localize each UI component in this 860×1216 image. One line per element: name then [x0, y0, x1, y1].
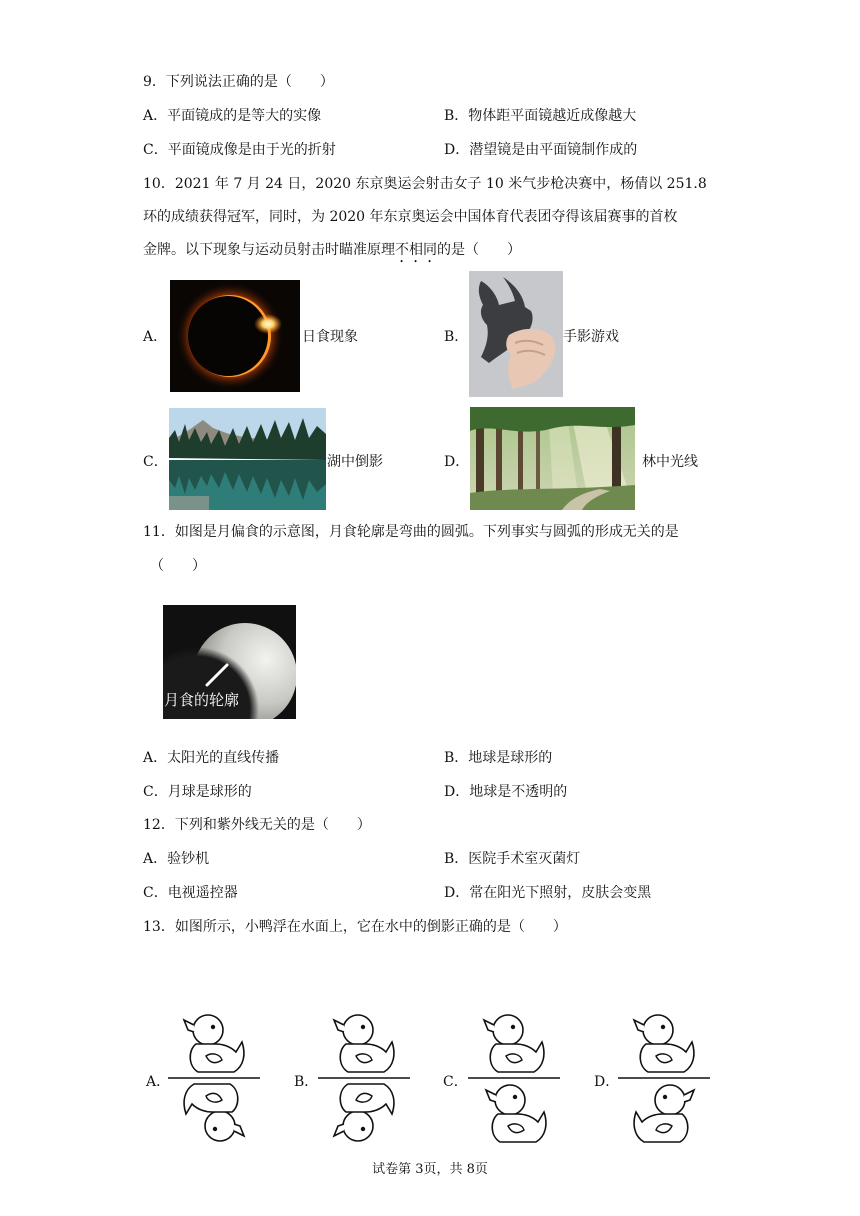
lunar-eclipse-image: [163, 605, 296, 719]
q11-option-c[interactable]: C．月球是球形的: [143, 784, 252, 800]
q13-option-a-label[interactable]: A．: [146, 1074, 171, 1090]
q10-option-b-label[interactable]: B．: [444, 329, 469, 345]
q10-option-d-caption: 林中光线: [642, 454, 698, 470]
q10-option-c-caption: 湖中倒影: [327, 454, 383, 470]
hand-shadow-image: [469, 271, 563, 397]
q12-option-c[interactable]: C．电视遥控器: [143, 885, 238, 901]
q10-stem-post: 的是（ ）: [437, 242, 521, 258]
lake-reflection-image: [169, 408, 326, 510]
q13-option-c-figure: [468, 1008, 564, 1148]
q13-option-c-label[interactable]: C．: [443, 1074, 468, 1090]
q10-option-d-label[interactable]: D．: [444, 454, 470, 470]
q12-option-a[interactable]: A．验钞机: [143, 851, 210, 867]
q10-stem-pre: 金牌。以下现象与运动员射击时瞄准原理: [143, 242, 395, 258]
q9-option-a[interactable]: A．平面镜成的是等大的实像: [143, 108, 322, 124]
q10-option-a-caption: 日食现象: [302, 329, 358, 345]
q10-option-b-caption: 手影游戏: [563, 329, 619, 345]
q9-option-c[interactable]: C．平面镜成像是由于光的折射: [143, 142, 336, 158]
solar-eclipse-image: [170, 280, 300, 392]
q12-stem: 12．下列和紫外线无关的是（ ）: [143, 817, 371, 833]
q11-option-d[interactable]: D．地球是不透明的: [444, 784, 568, 800]
q13-option-b-figure: [318, 1008, 414, 1148]
page-footer: 试卷第 3页，共 8页: [372, 1162, 488, 1177]
q12-option-b[interactable]: B．医院手术室灭菌灯: [444, 851, 581, 867]
q11-stem-line1: 11．如图是月偏食的示意图，月食轮廓是弯曲的圆弧。下列事实与圆弧的形成无关的是: [143, 524, 679, 540]
q10-option-c-label[interactable]: C．: [143, 454, 168, 470]
q10-stem-line1: 10．2021 年 7 月 24 日，2020 东京奥运会射击女子 10 米气步枪决赛中，杨倩以 251.8: [143, 176, 707, 192]
q9-option-b[interactable]: B．物体距平面镜越近成像越大: [444, 108, 637, 124]
q10-stem-line3: [143, 240, 521, 266]
q11-option-b[interactable]: B．地球是球形的: [444, 750, 553, 766]
q11-stem-line2: （ ）: [150, 558, 206, 574]
q13-option-d-label[interactable]: D．: [594, 1074, 620, 1090]
lunar-eclipse-label: 月食的轮廓: [164, 691, 240, 709]
q13-option-a-figure: [168, 1008, 264, 1148]
q13-stem: 13．如图所示，小鸭浮在水面上，它在水中的倒影正确的是（ ）: [143, 919, 567, 935]
q11-option-a[interactable]: A．太阳光的直线传播: [143, 750, 280, 766]
forest-light-image: [470, 407, 635, 510]
q10-option-a-label[interactable]: A．: [143, 329, 168, 345]
q12-option-d[interactable]: D．常在阳光下照射，皮肤会变黑: [444, 885, 652, 901]
q10-emphasis: 不相同: [395, 242, 437, 258]
q10-stem-line2: 环的成绩获得冠军，同时，为 2020 年东京奥运会中国体育代表团夺得该届赛事的首枚: [143, 209, 678, 225]
q13-option-b-label[interactable]: B．: [294, 1074, 319, 1090]
q9-stem: 9．下列说法正确的是（ ）: [143, 74, 334, 90]
q9-option-d[interactable]: D．潜望镜是由平面镜制作成的: [444, 142, 638, 158]
q13-option-d-figure: [618, 1008, 714, 1148]
